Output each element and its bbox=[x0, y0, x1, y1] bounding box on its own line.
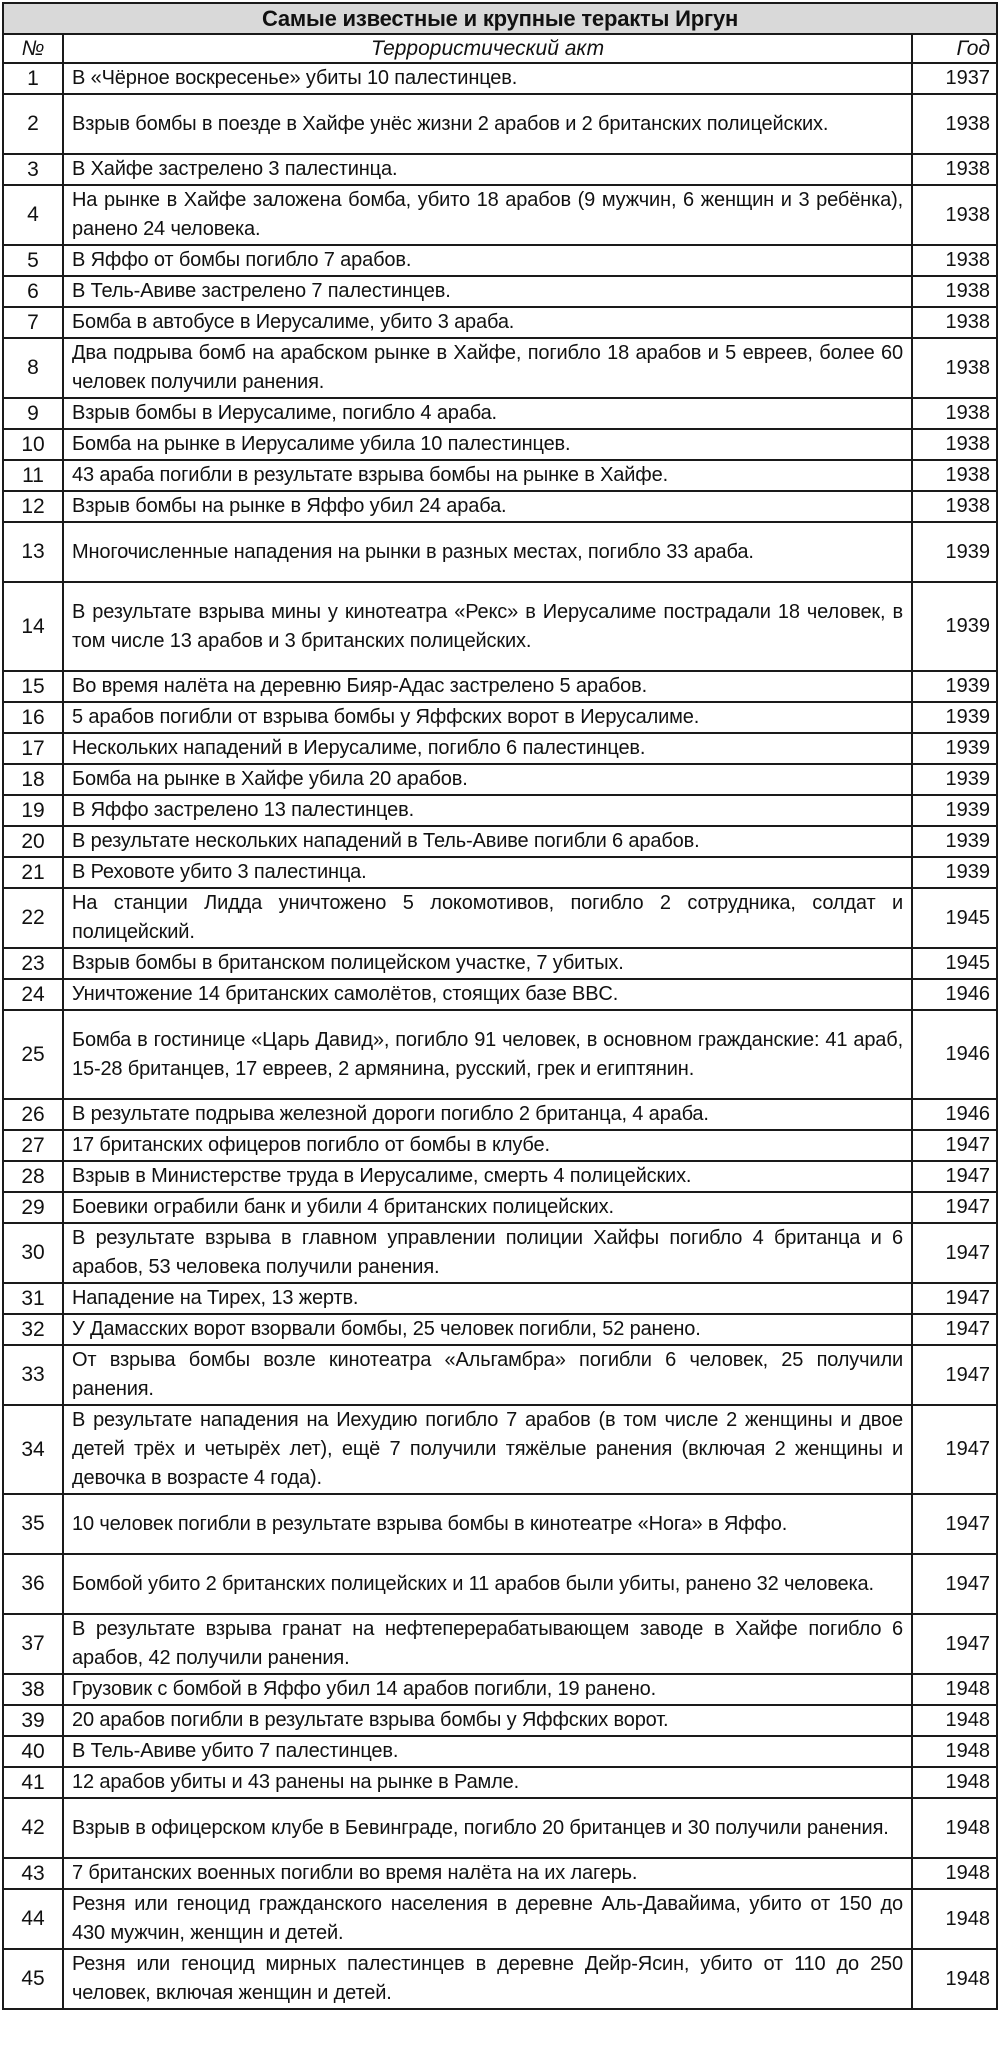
row-number: 12 bbox=[3, 491, 63, 522]
row-number: 20 bbox=[3, 826, 63, 857]
row-year: 1948 bbox=[912, 1705, 997, 1736]
table-row bbox=[3, 888, 997, 948]
column-header-row bbox=[3, 34, 997, 63]
row-act-description: Взрыв бомбы в поезде в Хайфе унёс жизни 2 арабов и 2 британских полицейских. bbox=[63, 94, 912, 154]
row-act-description: 17 британских офицеров погибло от бомбы в клубе. bbox=[63, 1130, 912, 1161]
row-number: 4 bbox=[3, 185, 63, 245]
row-act-description: 43 араба погибли в результате взрыва бомбы на рынке в Хайфе. bbox=[63, 460, 912, 491]
row-act-description: 7 британских военных погибли во время налёта на их лагерь. bbox=[63, 1858, 912, 1889]
table-row bbox=[3, 582, 997, 671]
row-number: 28 bbox=[3, 1161, 63, 1192]
row-year: 1939 bbox=[912, 795, 997, 826]
table-row bbox=[3, 185, 997, 245]
row-act-description: У Дамасских ворот взорвали бомбы, 25 человек погибли, 52 ранено. bbox=[63, 1314, 912, 1345]
table-row bbox=[3, 94, 997, 154]
row-year: 1947 bbox=[912, 1161, 997, 1192]
row-year: 1947 bbox=[912, 1494, 997, 1554]
row-number: 34 bbox=[3, 1405, 63, 1494]
row-number: 40 bbox=[3, 1736, 63, 1767]
row-act-description: В Реховоте убито 3 палестинца. bbox=[63, 857, 912, 888]
row-act-description: Бомба на рынке в Иерусалиме убила 10 палестинцев. bbox=[63, 429, 912, 460]
row-number: 8 bbox=[3, 338, 63, 398]
row-number: 5 bbox=[3, 245, 63, 276]
row-act-description: Нескольких нападений в Иерусалиме, погибло 6 палестинцев. bbox=[63, 733, 912, 764]
row-number: 32 bbox=[3, 1314, 63, 1345]
row-year: 1939 bbox=[912, 582, 997, 671]
table-row bbox=[3, 1192, 997, 1223]
row-number: 3 bbox=[3, 154, 63, 185]
table-row bbox=[3, 1949, 997, 2009]
column-header-act: Террористический акт bbox=[63, 34, 912, 63]
table-row bbox=[3, 1494, 997, 1554]
row-number: 27 bbox=[3, 1130, 63, 1161]
row-year: 1945 bbox=[912, 948, 997, 979]
table-row bbox=[3, 1674, 997, 1705]
row-act-description: Взрыв бомбы на рынке в Яффо убил 24 араба. bbox=[63, 491, 912, 522]
table-title: Самые известные и крупные теракты Иргун bbox=[3, 3, 997, 34]
row-year: 1946 bbox=[912, 979, 997, 1010]
row-act-description: От взрыва бомбы возле кинотеатра «Альгамбра» погибли 6 человек, 25 получили ранения. bbox=[63, 1345, 912, 1405]
row-number: 36 bbox=[3, 1554, 63, 1614]
table-row bbox=[3, 1554, 997, 1614]
row-year: 1938 bbox=[912, 429, 997, 460]
row-act-description: Бомба на рынке в Хайфе убила 20 арабов. bbox=[63, 764, 912, 795]
row-act-description: Бомба в гостинице «Царь Давид», погибло 91 человек, в основном гражданские: 41 араб, 15-28 британцев, 17 евреев, 2 армянина, русский, грек и египтянин. bbox=[63, 1010, 912, 1099]
row-number: 44 bbox=[3, 1889, 63, 1949]
row-number: 18 bbox=[3, 764, 63, 795]
row-act-description: В результате взрыва в главном управлении полиции Хайфы погибло 4 британца и 6 арабов, 53 человека получили ранения. bbox=[63, 1223, 912, 1283]
row-act-description: Два подрыва бомб на арабском рынке в Хайфе, погибло 18 арабов и 5 евреев, более 60 человек получили ранения. bbox=[63, 338, 912, 398]
row-act-description: Грузовик с бомбой в Яффо убил 14 арабов погибли, 19 ранено. bbox=[63, 1674, 912, 1705]
table-row bbox=[3, 1314, 997, 1345]
table-row bbox=[3, 1798, 997, 1858]
row-act-description: В результате взрыва гранат на нефтеперерабатывающем заводе в Хайфе погибло 6 арабов, 42 получили ранения. bbox=[63, 1614, 912, 1674]
row-act-description: 10 человек погибли в результате взрыва бомбы в кинотеатре «Нога» в Яффо. bbox=[63, 1494, 912, 1554]
row-number: 7 bbox=[3, 307, 63, 338]
row-number: 29 bbox=[3, 1192, 63, 1223]
table-row bbox=[3, 1345, 997, 1405]
row-number: 11 bbox=[3, 460, 63, 491]
row-act-description: 5 арабов погибли от взрыва бомбы у Яффских ворот в Иерусалиме. bbox=[63, 702, 912, 733]
table-row bbox=[3, 979, 997, 1010]
row-year: 1947 bbox=[912, 1405, 997, 1494]
table-row bbox=[3, 522, 997, 582]
row-number: 15 bbox=[3, 671, 63, 702]
row-year: 1947 bbox=[912, 1554, 997, 1614]
row-year: 1938 bbox=[912, 398, 997, 429]
table-row bbox=[3, 429, 997, 460]
table-row bbox=[3, 764, 997, 795]
table-row bbox=[3, 1736, 997, 1767]
row-act-description: Взрыв бомбы в Иерусалиме, погибло 4 араба. bbox=[63, 398, 912, 429]
table-row bbox=[3, 795, 997, 826]
row-year: 1939 bbox=[912, 702, 997, 733]
row-act-description: В «Чёрное воскресенье» убиты 10 палестинцев. bbox=[63, 63, 912, 94]
row-number: 9 bbox=[3, 398, 63, 429]
table-row bbox=[3, 63, 997, 94]
row-year: 1938 bbox=[912, 154, 997, 185]
table-row bbox=[3, 276, 997, 307]
table-row bbox=[3, 1767, 997, 1798]
row-number: 45 bbox=[3, 1949, 63, 2009]
table-container bbox=[2, 2, 998, 2010]
row-year: 1948 bbox=[912, 1798, 997, 1858]
table-row bbox=[3, 1130, 997, 1161]
row-act-description: Многочисленные нападения на рынки в разных местах, погибло 33 араба. bbox=[63, 522, 912, 582]
table-row bbox=[3, 733, 997, 764]
row-act-description: В Яффо от бомбы погибло 7 арабов. bbox=[63, 245, 912, 276]
table-row bbox=[3, 460, 997, 491]
row-act-description: Взрыв в офицерском клубе в Бевинграде, погибло 20 британцев и 30 получили ранения. bbox=[63, 1798, 912, 1858]
row-act-description: Взрыв в Министерстве труда в Иерусалиме, смерть 4 полицейских. bbox=[63, 1161, 912, 1192]
row-act-description: Боевики ограбили банк и убили 4 британских полицейских. bbox=[63, 1192, 912, 1223]
irgun-attacks-table bbox=[2, 2, 998, 2010]
table-row bbox=[3, 1223, 997, 1283]
row-number: 10 bbox=[3, 429, 63, 460]
row-year: 1938 bbox=[912, 491, 997, 522]
row-year: 1939 bbox=[912, 522, 997, 582]
row-year: 1947 bbox=[912, 1314, 997, 1345]
table-row bbox=[3, 1161, 997, 1192]
row-year: 1939 bbox=[912, 826, 997, 857]
table-row bbox=[3, 1705, 997, 1736]
row-year: 1946 bbox=[912, 1010, 997, 1099]
table-row bbox=[3, 307, 997, 338]
row-year: 1938 bbox=[912, 185, 997, 245]
row-act-description: Бомбой убито 2 британских полицейских и 11 арабов были убиты, ранено 32 человека. bbox=[63, 1554, 912, 1614]
table-title-row bbox=[3, 3, 997, 34]
row-year: 1939 bbox=[912, 764, 997, 795]
table-row bbox=[3, 671, 997, 702]
row-number: 1 bbox=[3, 63, 63, 94]
row-act-description: Резня или геноцид мирных палестинцев в деревне Дейр-Ясин, убито от 110 до 250 человек, включая женщин и детей. bbox=[63, 1949, 912, 2009]
row-year: 1946 bbox=[912, 1099, 997, 1130]
row-year: 1948 bbox=[912, 1889, 997, 1949]
row-year: 1948 bbox=[912, 1767, 997, 1798]
row-number: 17 bbox=[3, 733, 63, 764]
row-number: 2 bbox=[3, 94, 63, 154]
row-number: 22 bbox=[3, 888, 63, 948]
table-row bbox=[3, 245, 997, 276]
row-year: 1948 bbox=[912, 1674, 997, 1705]
table-row bbox=[3, 1889, 997, 1949]
table-row bbox=[3, 491, 997, 522]
table-row bbox=[3, 154, 997, 185]
row-year: 1947 bbox=[912, 1130, 997, 1161]
table-body bbox=[3, 63, 997, 2009]
row-number: 21 bbox=[3, 857, 63, 888]
row-act-description: В Яффо застрелено 13 палестинцев. bbox=[63, 795, 912, 826]
row-year: 1939 bbox=[912, 857, 997, 888]
row-number: 41 bbox=[3, 1767, 63, 1798]
row-act-description: На станции Лидда уничтожено 5 локомотивов, погибло 2 сотрудника, солдат и полицейский. bbox=[63, 888, 912, 948]
table-row bbox=[3, 948, 997, 979]
table-row bbox=[3, 1405, 997, 1494]
row-year: 1947 bbox=[912, 1192, 997, 1223]
row-year: 1948 bbox=[912, 1858, 997, 1889]
row-year: 1948 bbox=[912, 1949, 997, 2009]
row-act-description: На рынке в Хайфе заложена бомба, убито 18 арабов (9 мужчин, 6 женщин и 3 ребёнка), ранено 24 человека. bbox=[63, 185, 912, 245]
row-year: 1937 bbox=[912, 63, 997, 94]
row-act-description: В результате подрыва железной дороги погибло 2 британца, 4 араба. bbox=[63, 1099, 912, 1130]
row-act-description: В Хайфе застрелено 3 палестинца. bbox=[63, 154, 912, 185]
row-act-description: В Тель-Авиве убито 7 палестинцев. bbox=[63, 1736, 912, 1767]
row-number: 43 bbox=[3, 1858, 63, 1889]
row-year: 1938 bbox=[912, 307, 997, 338]
row-act-description: Нападение на Тирех, 13 жертв. bbox=[63, 1283, 912, 1314]
table-row bbox=[3, 1858, 997, 1889]
row-number: 39 bbox=[3, 1705, 63, 1736]
row-year: 1938 bbox=[912, 245, 997, 276]
row-number: 26 bbox=[3, 1099, 63, 1130]
row-year: 1939 bbox=[912, 671, 997, 702]
table-row bbox=[3, 826, 997, 857]
row-act-description: В результате нападения на Иехудию погибло 7 арабов (в том числе 2 женщины и двое детей трёх и четырёх лет), ещё 7 получили тяжёлые ранения (включая 2 женщины и девочка в возрасте 4 года). bbox=[63, 1405, 912, 1494]
table-row bbox=[3, 1010, 997, 1099]
row-number: 16 bbox=[3, 702, 63, 733]
row-year: 1938 bbox=[912, 338, 997, 398]
table-row bbox=[3, 1614, 997, 1674]
row-number: 24 bbox=[3, 979, 63, 1010]
row-number: 25 bbox=[3, 1010, 63, 1099]
row-year: 1938 bbox=[912, 276, 997, 307]
column-header-number: № bbox=[3, 34, 63, 63]
row-number: 6 bbox=[3, 276, 63, 307]
row-number: 19 bbox=[3, 795, 63, 826]
row-act-description: В результате нескольких нападений в Тель-Авиве погибли 6 арабов. bbox=[63, 826, 912, 857]
row-year: 1948 bbox=[912, 1736, 997, 1767]
row-number: 37 bbox=[3, 1614, 63, 1674]
row-number: 33 bbox=[3, 1345, 63, 1405]
row-number: 14 bbox=[3, 582, 63, 671]
row-year: 1947 bbox=[912, 1614, 997, 1674]
row-number: 35 bbox=[3, 1494, 63, 1554]
row-act-description: Резня или геноцид гражданского населения в деревне Аль-Давайима, убито от 150 до 430 мужчин, женщин и детей. bbox=[63, 1889, 912, 1949]
row-act-description: Во время налёта на деревню Бияр-Адас застрелено 5 арабов. bbox=[63, 671, 912, 702]
row-number: 23 bbox=[3, 948, 63, 979]
table-row bbox=[3, 702, 997, 733]
table-row bbox=[3, 338, 997, 398]
row-year: 1945 bbox=[912, 888, 997, 948]
row-year: 1947 bbox=[912, 1223, 997, 1283]
row-act-description: В Тель-Авиве застрелено 7 палестинцев. bbox=[63, 276, 912, 307]
table-row bbox=[3, 857, 997, 888]
table-row bbox=[3, 398, 997, 429]
row-act-description: Уничтожение 14 британских самолётов, стоящих базе BBC. bbox=[63, 979, 912, 1010]
row-act-description: Взрыв бомбы в британском полицейском участке, 7 убитых. bbox=[63, 948, 912, 979]
row-number: 30 bbox=[3, 1223, 63, 1283]
row-act-description: 12 арабов убиты и 43 ранены на рынке в Рамле. bbox=[63, 1767, 912, 1798]
table-row bbox=[3, 1099, 997, 1130]
row-act-description: 20 арабов погибли в результате взрыва бомбы у Яффских ворот. bbox=[63, 1705, 912, 1736]
row-number: 38 bbox=[3, 1674, 63, 1705]
row-number: 42 bbox=[3, 1798, 63, 1858]
row-year: 1938 bbox=[912, 94, 997, 154]
table-row bbox=[3, 1283, 997, 1314]
column-header-year: Год bbox=[912, 34, 997, 63]
row-act-description: Бомба в автобусе в Иерусалиме, убито 3 араба. bbox=[63, 307, 912, 338]
row-number: 31 bbox=[3, 1283, 63, 1314]
row-year: 1947 bbox=[912, 1345, 997, 1405]
row-year: 1938 bbox=[912, 460, 997, 491]
row-number: 13 bbox=[3, 522, 63, 582]
row-year: 1939 bbox=[912, 733, 997, 764]
row-act-description: В результате взрыва мины у кинотеатра «Рекс» в Иерусалиме пострадали 18 человек, в том числе 13 арабов и 3 британских полицейских. bbox=[63, 582, 912, 671]
row-year: 1947 bbox=[912, 1283, 997, 1314]
